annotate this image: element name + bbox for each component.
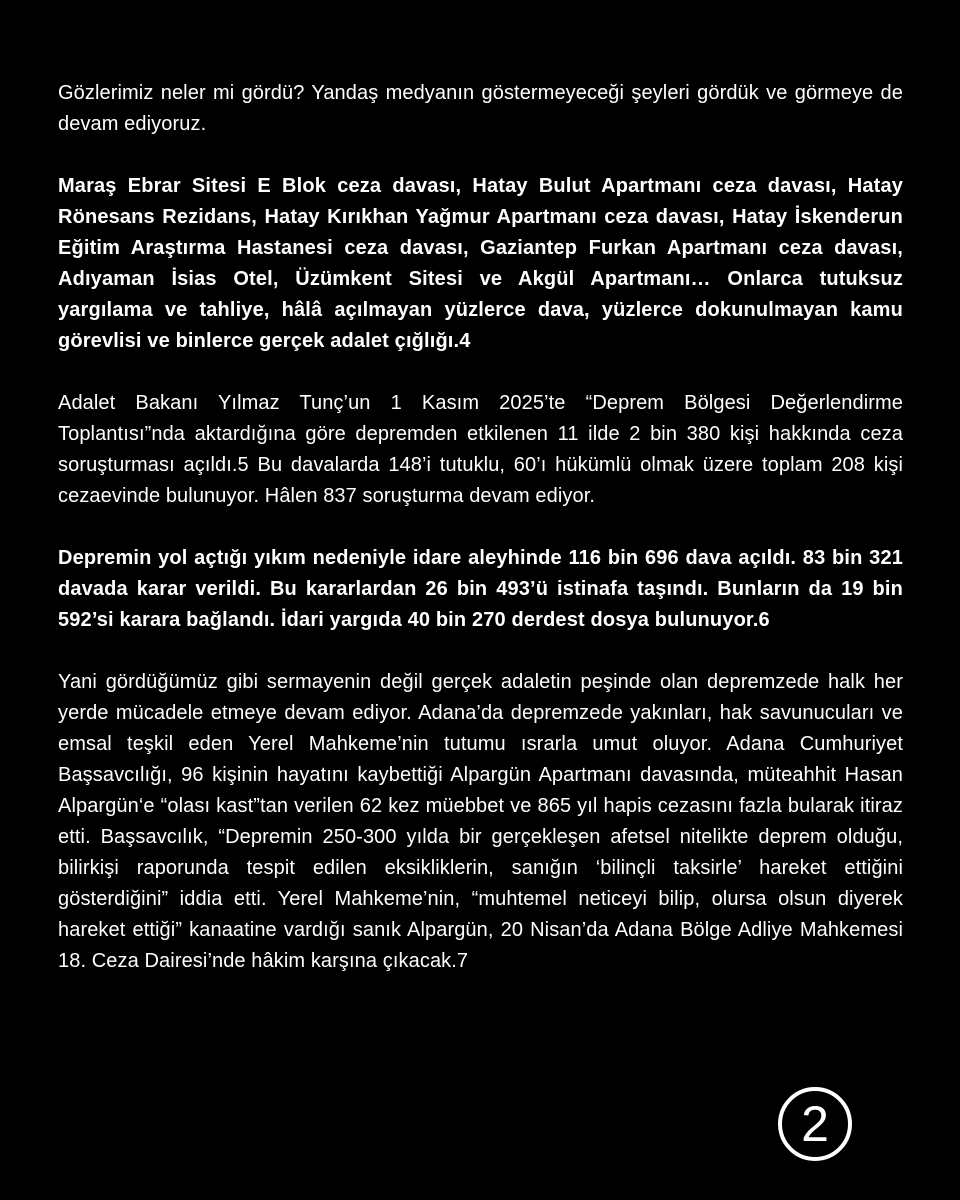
article-body — [58, 78, 903, 1008]
page-number-badge — [778, 1087, 852, 1161]
paragraph-adana-case: Yani gördüğümüz gibi sermayenin değil gerçek adaletin peşinde olan depremzede halk her yerde mücadele etmeye devam ediyor. Adana’da depremzede yakınları, hak savunucuları ve emsal teşkil eden Yerel Mahkeme’nin tutumu ısrarla umut oluyor. Adana Cumhuriyet Başsavcılığı, 96 kişinin hayatını kaybettiği Alpargün Apartmanı davasında, müteahhit Hasan Alpargün‘e “olası kast”tan verilen 62 kez müebbet ve 865 yıl hapis cezasını fazla bularak itiraz etti. Başsavcılık, “Depremin 250-300 yılda bir gerçekleşen afetsel nitelikte deprem olduğu, bilirkişi raporunda tespit edilen eksikliklerin, sanığın ‘bilinçli taksirle’ hareket ettiğini gösterdiğini” iddia etti. Yerel Mahkeme’nin, “muhtemel neticeyi bilip, olursa olsun diyerek hareket ettiği” kanaatine vardığı sanık Alpargün, 20 Nisan’da Adana Bölge Adliye Mahkemesi 18. Ceza Dairesi’nde hâkim karşına çıkacak.7 — [58, 671, 903, 972]
paragraph-court-cases: Maraş Ebrar Sitesi E Blok ceza davası, Hatay Bulut Apartmanı ceza davası, Hatay Rönesans Rezidans, Hatay Kırıkhan Yağmur Apartmanı ceza davası, Hatay İskenderun Eğitim Araştırma Hastanesi ceza davası, Gaziantep Furkan Apartmanı ceza davası, Adıyaman İsias Otel, Üzümkent Sitesi ve Akgül Apartmanı… Onlarca tutuksuz yargılama ve tahliye, hâlâ açılmayan yüzlerce dava, yüzlerce dokunulmayan kamu görevlisi ve binlerce gerçek adalet çığlığı.4 — [58, 175, 903, 352]
paragraph-administrative-cases: Depremin yol açtığı yıkım nedeniyle idare aleyhinde 116 bin 696 dava açıldı. 83 bin 321 davada karar verildi. Bu kararlardan 26 bin 493’ü istinafa taşındı. Bunların da 19 bin 592’si karara bağlandı. İdari yargıda 40 bin 270 derdest dosya bulunuyor.6 — [58, 547, 903, 631]
page-number: 2 — [801, 1096, 829, 1152]
paragraph-minister-statement: Adalet Bakanı Yılmaz Tunç’un 1 Kasım 2025’te “Deprem Bölgesi Değerlendirme Toplantısı”nda aktardığına göre depremden etkilenen 11 ilde 2 bin 380 kişi hakkında ceza soruşturması açıldı.5 Bu davalarda 148’i tutuklu, 60’ı hükümlü olmak üzere toplam 208 kişi cezaevinde bulunuyor. Hâlen 837 soruşturma devam ediyor. — [58, 392, 903, 507]
paragraph-intro: Gözlerimiz neler mi gördü? Yandaş medyanın göstermeyeceği şeyleri gördük ve görmeye de devam ediyoruz. — [58, 82, 903, 135]
